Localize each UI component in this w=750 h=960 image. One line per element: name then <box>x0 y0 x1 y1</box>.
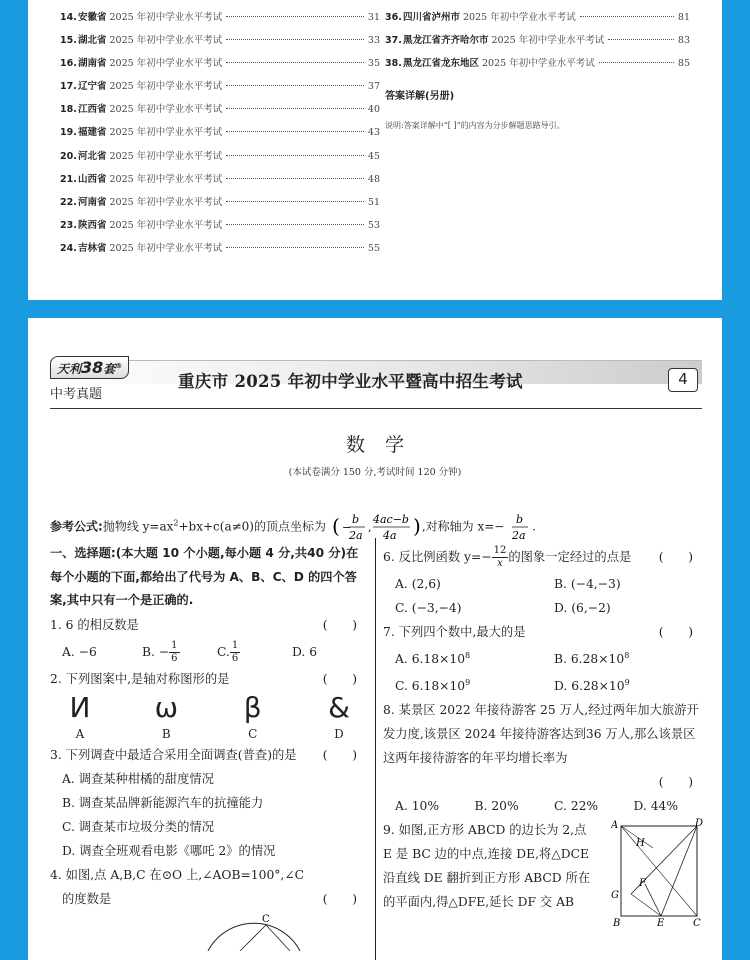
q6-option-a: A. (2,6) <box>395 577 441 591</box>
q1-option-b: B. − $\frac{1}{6}$ <box>142 639 178 664</box>
toc-entry[interactable]: 37. 黑龙江省齐齐哈尔市 2025 年初中学业水平考试 83 <box>385 35 690 47</box>
toc-left-column <box>60 12 380 266</box>
q2-stem: 2. 下列图案中,是轴对称图形的是 ( ) <box>50 671 357 686</box>
toc-entry[interactable]: 14. 安徽省 2025 年初中学业水平考试 31 <box>60 12 380 23</box>
leader-dots <box>599 62 674 63</box>
q8-option-a: A. 10% <box>395 799 440 814</box>
leader-dots <box>226 224 364 225</box>
q7-stem: 7. 下列四个数中,最大的是 ( ) <box>383 625 693 639</box>
toc-entry[interactable]: 17. 辽宁省 2025 年初中学业水平考试 37 <box>60 81 380 93</box>
toc-entry[interactable]: 38. 黑龙江省龙东地区 2025 年初中学业水平考试 85 <box>385 58 690 70</box>
brand <box>50 356 140 402</box>
section-1-heading: 一、选择题:(本大题 10 个小题,每小题 4 分,共40 分)在每个小题的下面,都给出了代号为 A、B、C、D 的四个答案,其中只有一个是正确的. <box>50 546 359 607</box>
svg-text:B: B <box>613 918 621 929</box>
leader-dots <box>226 108 364 109</box>
q7-options <box>383 644 701 698</box>
toc-entry[interactable]: 21. 山西省 2025 年初中学业水平考试 48 <box>60 173 380 185</box>
q1-stem: 1. 6 的相反数是 ( ) <box>50 617 357 632</box>
q2-option-a: И A <box>69 690 91 741</box>
toc-card <box>28 0 722 300</box>
q3-option-a: A. 调查某种柑橘的甜度情况 <box>62 771 214 786</box>
svg-text:−: − <box>341 521 352 534</box>
q3-options <box>50 767 365 863</box>
toc-entry[interactable]: 24. 吉林省 2025 年初中学业水平考试 55 <box>60 242 380 254</box>
q4-stem: 4. 如图,点 A,B,C 在⊙O 上,∠AOB=100°,∠C <box>50 867 305 882</box>
q8-options <box>383 794 701 818</box>
toc-entry[interactable]: 36. 四川省泸州市 2025 年初中学业水平考试 81 <box>385 12 690 23</box>
q6-option-c: C. (−3,−4) <box>395 601 462 615</box>
axis-fraction <box>508 510 532 544</box>
q4-stem-2: 的度数是 ( ) <box>62 891 357 906</box>
answers-heading: 答案详解(另册) <box>385 91 455 103</box>
leader-dots <box>226 85 364 86</box>
q8-stem: 8. 某景区 2022 年接待游客 25 万人,经过两年加大旅游开发力度,该景区 2024 年接待游客达到36 万人,那么该景区这两年接待游客的年平均增长率为 <box>383 703 699 766</box>
svg-text:4a: 4a <box>382 529 397 542</box>
answers-note: 说明:答案详解中“[ ]”的内容为分步解题思路导引。 <box>385 121 565 131</box>
svg-text:A: A <box>611 820 619 832</box>
reference-formula: 参考公式:抛物线 $y=ax^2+bx+c(a\ne 0)$的顶点坐标为 ( − b 2a , 4ac−b 4a ) ,对称轴为 x=− b 2a . <box>50 510 536 544</box>
svg-text:(: ( <box>331 514 340 538</box>
leader-dots <box>226 39 364 40</box>
leader-dots <box>580 16 674 17</box>
q3-option-b: B. 调查某品牌新能源汽车的抗撞能力 <box>62 795 264 810</box>
svg-text:C: C <box>693 918 701 929</box>
svg-text:,: , <box>367 521 372 534</box>
q6-options <box>383 572 701 620</box>
header-rule <box>50 408 702 409</box>
q2-symbols <box>50 691 365 743</box>
leader-dots <box>226 178 364 179</box>
leader-dots <box>226 201 364 202</box>
svg-text:2a: 2a <box>512 529 526 542</box>
q1-option-d: D. 6 <box>292 644 318 659</box>
toc-entry[interactable]: 18. 江西省 2025 年初中学业水平考试 40 <box>60 104 380 116</box>
q9-stem: 9. 如图,正方形 ABCD 的边长为 2,点 E 是 BC 边的中点,连接 DE,将△DCE 沿直线 DE 翻折到正方形 ABCD 所在的平面内,得△DFE,延长 DF 交 AB <box>383 823 591 910</box>
q3-option-d: D. 调查全班观看电影《哪吒 2》的情况 <box>62 843 276 858</box>
leader-dots <box>226 247 364 248</box>
q6-stem: 6. 反比例函数 y=− $\frac{12}{x}$的图象一定经过的点是 ( ) <box>383 545 693 569</box>
q6-option-d: D. (6,−2) <box>554 601 611 615</box>
q8-option-d: D. 44% <box>633 799 679 814</box>
q7-option-d: D. $6.28\times 10^9$ <box>554 678 630 694</box>
q1-options <box>50 637 365 667</box>
toc-entry[interactable]: 16. 湖南省 2025 年初中学业水平考试 35 <box>60 58 380 70</box>
q6-option-b: B. (−4,−3) <box>554 577 621 591</box>
subject-title: 数学 <box>345 434 424 456</box>
q9-square-figure <box>611 818 703 928</box>
svg-text:E: E <box>657 918 665 929</box>
q4-circle-figure <box>200 911 310 951</box>
svg-text:): ) <box>412 514 421 538</box>
q1-option-a: A. −6 <box>62 644 97 659</box>
svg-text:G: G <box>611 890 619 902</box>
brand-logo: 天利38套® <box>50 356 129 379</box>
left-column <box>50 542 365 925</box>
q2-option-d: & D <box>328 690 350 741</box>
svg-text:C: C <box>262 913 270 925</box>
q2-option-b: ω B <box>154 690 179 741</box>
q3-stem: 3. 下列调查中最适合采用全面调查(普查)的是 ( ) <box>50 747 357 762</box>
exam-page <box>28 318 722 960</box>
toc-entry[interactable]: 15. 湖北省 2025 年初中学业水平考试 33 <box>60 35 380 47</box>
q7-option-b: B. $6.28\times 10^8$ <box>554 651 630 667</box>
q2-option-c: β C <box>243 690 262 741</box>
svg-text:2a: 2a <box>348 529 363 542</box>
leader-dots <box>226 155 364 156</box>
exam-title: 重庆市 2025 年初中学业水平暨高中招生考试 <box>178 372 523 391</box>
toc-entry[interactable]: 23. 陕西省 2025 年初中学业水平考试 53 <box>60 219 380 231</box>
right-column <box>383 542 703 929</box>
q8-paren: ( ) <box>658 775 693 790</box>
toc-entry[interactable]: 20. 河北省 2025 年初中学业水平考试 45 <box>60 150 380 162</box>
q3-option-c: C. 调查某市垃圾分类的情况 <box>62 819 215 834</box>
toc-right-column <box>385 12 690 131</box>
svg-text:b: b <box>351 513 359 526</box>
leader-dots <box>226 62 364 63</box>
leader-dots <box>226 131 364 132</box>
exam-meta: (本试卷满分 150 分,考试时间 120 分钟) <box>288 467 462 478</box>
column-divider <box>375 538 376 960</box>
svg-text:4ac−b: 4ac−b <box>372 513 409 526</box>
q7-option-a: A. $6.18\times 10^8$ <box>395 651 471 667</box>
svg-text:F: F <box>639 878 646 890</box>
q1-option-c: C. $\frac{1}{6}$ <box>217 639 239 664</box>
q8-option-b: B. 20% <box>474 799 519 814</box>
q9-block <box>383 818 703 929</box>
svg-text:D: D <box>695 818 703 830</box>
svg-text:H: H <box>636 838 645 850</box>
toc-entry[interactable]: 22. 河南省 2025 年初中学业水平考试 51 <box>60 196 380 208</box>
leader-dots <box>226 16 364 17</box>
svg-text:b: b <box>516 513 524 526</box>
category-label: 中考真题 <box>50 387 103 402</box>
exam-number-badge: 4 <box>668 368 698 392</box>
q8-option-c: C. 22% <box>554 799 599 814</box>
q7-option-c: C. $6.18\times 10^9$ <box>395 678 471 694</box>
leader-dots <box>608 39 674 40</box>
toc-entry[interactable]: 19. 福建省 2025 年初中学业水平考试 43 <box>60 127 380 139</box>
